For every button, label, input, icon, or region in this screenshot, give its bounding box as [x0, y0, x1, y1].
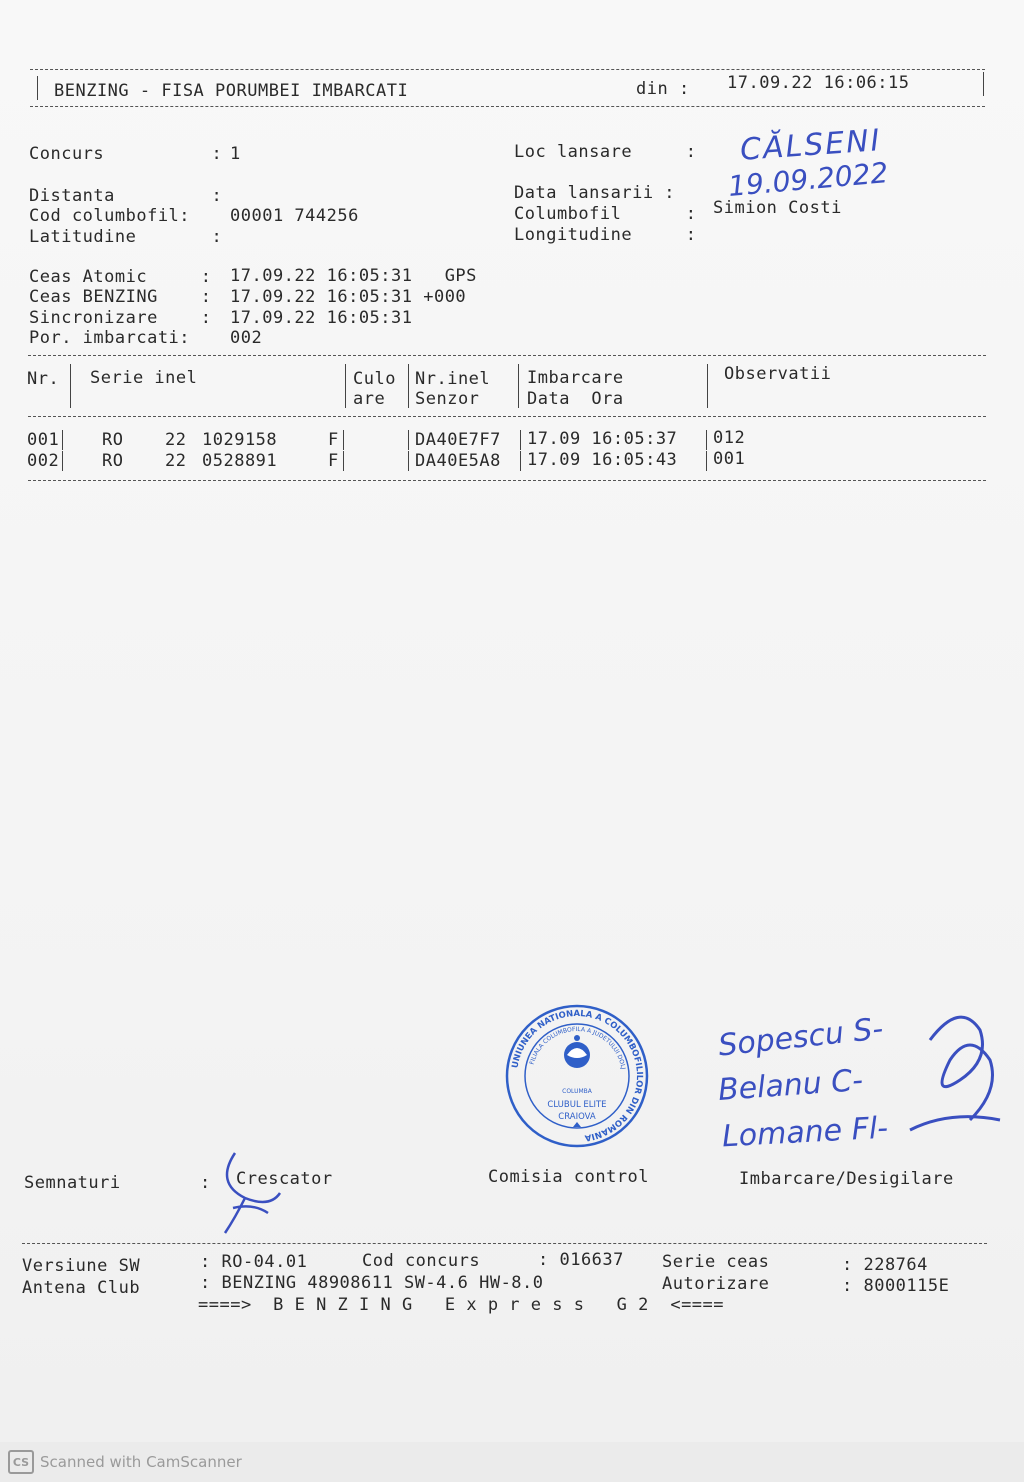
ceas-atomic-value: 17.09.22 16:05:31 GPS [230, 266, 477, 286]
columbofil-value: Simion Costi [713, 198, 842, 218]
row-sex: F [328, 451, 339, 471]
stamp-inner-text: FILIALA COLUMBOFILA A JUDETULUI DOLJ [528, 1025, 627, 1070]
col-header-data-ora: Data Ora [527, 389, 624, 409]
stamp-center-3: CRAIOVA [558, 1112, 596, 1122]
row-observatii: 012 [713, 428, 746, 448]
row-data-ora: 17.09 16:05:37 [527, 429, 678, 449]
header-left-bar [37, 76, 38, 100]
row-senzor: DA40E7F7 [415, 430, 501, 450]
cod-columbofil-value: 00001 744256 [230, 206, 359, 226]
cod-concurs-value: : 016637 [538, 1250, 624, 1270]
data-lansarii-label: Data lansarii : [514, 183, 676, 203]
antena-club-value: : BENZING 48908611 SW-4.6 HW-8.0 [200, 1273, 544, 1293]
concurs-label: Concurs : [29, 144, 223, 164]
scanner-watermark-text: Scanned with CamScanner [40, 1453, 242, 1471]
din-label: din : [636, 79, 690, 99]
row-divider [706, 451, 707, 471]
header-right-bar [983, 72, 984, 96]
row-observatii: 001 [713, 449, 746, 469]
sincronizare-value: 17.09.22 16:05:31 [230, 308, 413, 328]
col-header-imbarcare: Imbarcare [527, 368, 624, 388]
stamp-center-1: COLUMBA [562, 1088, 592, 1095]
club-stamp [503, 1003, 651, 1149]
sincronizare-label: Sincronizare : [29, 308, 212, 328]
crescator-label: Crescator [236, 1169, 333, 1189]
row-data-ora: 17.09 16:05:43 [527, 450, 678, 470]
col-header-senzor: Senzor [415, 389, 480, 409]
row-divider [62, 451, 63, 471]
table-top-rule [28, 355, 986, 356]
ceas-benzing-label: Ceas BENZING : [29, 287, 212, 307]
document-title: BENZING - FISA PORUMBEI IMBARCATI [54, 81, 409, 101]
pigeon-emblem-icon [564, 1035, 590, 1068]
row-tara: RO [102, 451, 124, 471]
signature-commission-2: Belanu C- [716, 1062, 865, 1109]
row-nr: 001 [27, 430, 60, 450]
col-header-nr-inel: Nr.inel [415, 369, 491, 389]
col-header-observatii: Observatii [724, 364, 832, 384]
stamp-ring-text: UNIUNEA NATIONALA A COLUMBOFILILOR DIN ROMANIA [510, 1008, 645, 1143]
antena-club-label: Antena Club [22, 1278, 141, 1298]
col-header-culoare: Culo [353, 369, 396, 389]
row-nr: 002 [27, 451, 60, 471]
row-an: 22 [165, 430, 187, 450]
header-bottom-rule [30, 106, 985, 107]
columbofil-label: Columbofil : [514, 204, 697, 224]
serie-ceas-value: : 228764 [842, 1255, 928, 1275]
col-divider [70, 364, 71, 408]
table-header-rule [28, 416, 986, 417]
ceas-benzing-value: 17.09.22 16:05:31 +000 [230, 287, 467, 307]
row-divider [62, 430, 63, 450]
serie-ceas-label: Serie ceas [662, 1252, 770, 1272]
row-an: 22 [165, 451, 187, 471]
col-header-nr: Nr. [27, 369, 60, 389]
versiune-sw-value: : RO-04.01 [200, 1252, 308, 1272]
comisia-control-label: Comisia control [488, 1167, 650, 1187]
footer-rule [22, 1243, 987, 1244]
semnaturi-colon: : [200, 1173, 211, 1193]
col-divider [518, 364, 519, 408]
row-divider [520, 430, 521, 450]
scanner-watermark-bar [0, 1442, 1024, 1482]
imbarcare-desigilare-label: Imbarcare/Desigilare [739, 1169, 954, 1189]
data-lansarii-handwritten: 19.09.2022 [726, 156, 890, 203]
loc-lansare-handwritten: CĂLSENI [738, 123, 883, 168]
distanta-label: Distanta : [29, 186, 223, 206]
ceas-atomic-label: Ceas Atomic : [29, 267, 212, 287]
row-divider [408, 430, 409, 450]
cod-columbofil-label: Cod columbofil: [29, 206, 191, 226]
row-senzor: DA40E5A8 [415, 451, 501, 471]
row-tara: RO [102, 430, 124, 450]
row-inel: 0528891 [202, 451, 278, 471]
col-divider [408, 364, 409, 408]
header-top-rule [30, 69, 985, 70]
row-divider [343, 451, 344, 471]
row-divider [706, 430, 707, 450]
col-divider [345, 364, 346, 408]
row-divider [520, 451, 521, 471]
row-divider [408, 451, 409, 471]
row-sex: F [328, 430, 339, 450]
versiune-sw-label: Versiune SW [22, 1256, 141, 1276]
star-icon [573, 1122, 581, 1127]
stamp-center-2: CLUBUL ELITE [547, 1100, 607, 1110]
din-value: 17.09.22 16:06:15 [727, 73, 910, 93]
autorizare-value: : 8000115E [842, 1276, 950, 1296]
latitudine-label: Latitudine : [29, 227, 223, 247]
autorizare-label: Autorizare [662, 1274, 770, 1294]
loc-lansare-label: Loc lansare : [514, 142, 697, 162]
row-inel: 1029158 [202, 430, 278, 450]
crescator-signature [215, 1148, 295, 1238]
signature-commission-1: Sopescu S- [716, 1011, 885, 1064]
cod-concurs-label: Cod concurs [362, 1251, 481, 1271]
longitudine-label: Longitudine : [514, 225, 697, 245]
row-divider [343, 430, 344, 450]
signature-commission-3: Lomane Fl- [721, 1110, 889, 1155]
semnaturi-label: Semnaturi [24, 1173, 121, 1193]
col-header-culoare-2: are [353, 389, 386, 409]
signature-scribble [900, 1000, 1010, 1150]
col-header-serie: Serie inel [90, 368, 198, 388]
table-bottom-rule [28, 480, 986, 481]
benzing-express-banner: ====> B E N Z I N G E x p r e s s G 2 <==== [198, 1295, 725, 1315]
concurs-value: 1 [230, 144, 241, 164]
porumbei-imbarcati-value: 002 [230, 328, 263, 348]
col-divider [707, 364, 708, 408]
camscanner-logo-icon: CS [8, 1450, 34, 1474]
porumbei-imbarcati-label: Por. imbarcati: [29, 328, 191, 348]
